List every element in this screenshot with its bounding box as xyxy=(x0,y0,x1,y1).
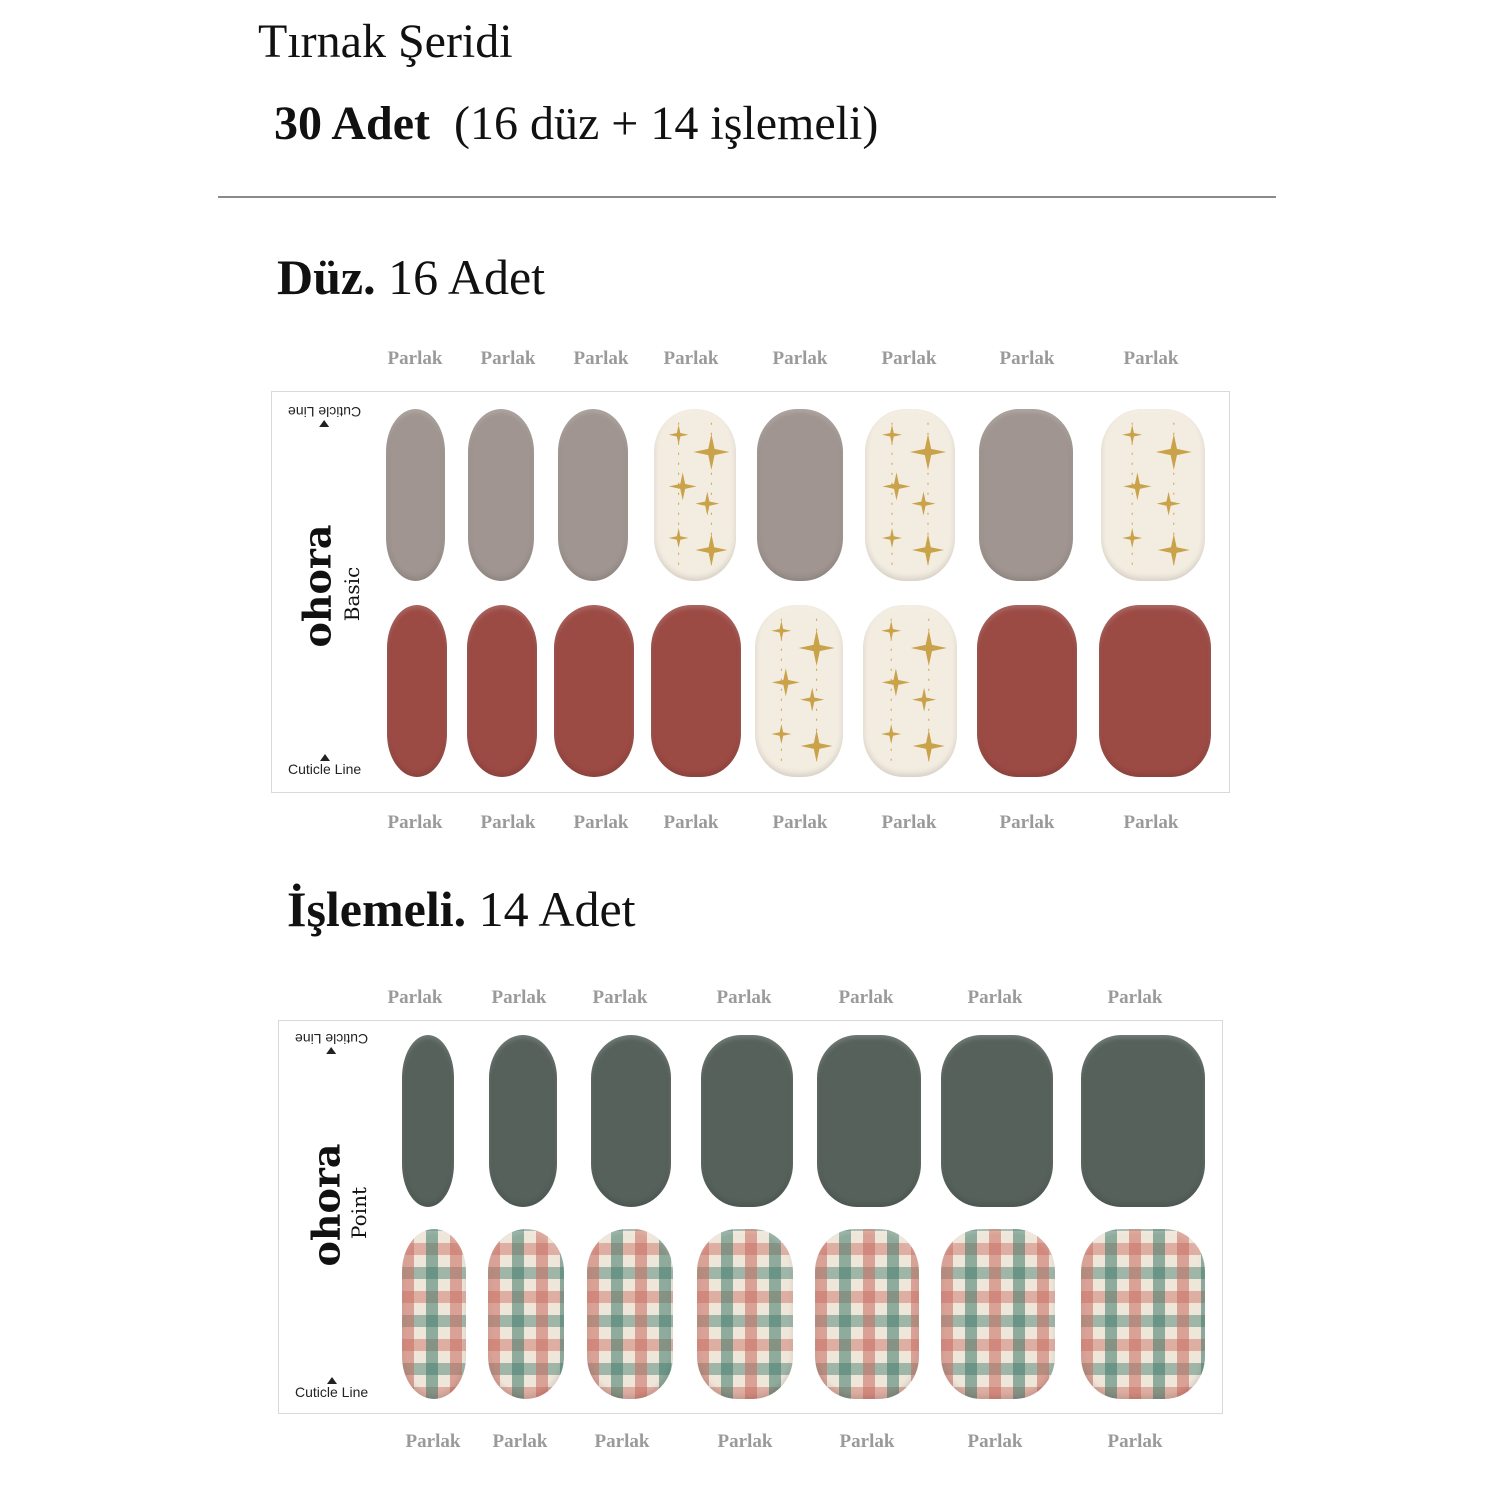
nail-gingham xyxy=(697,1229,793,1399)
finish-label: Parlak xyxy=(881,812,937,833)
finish-label: Parlak xyxy=(838,987,894,1008)
star-icon xyxy=(883,472,911,500)
nail-brick-red xyxy=(387,605,447,777)
finish-label: Parlak xyxy=(716,987,772,1008)
star-icon xyxy=(1122,528,1142,548)
finish-label: Parlak xyxy=(663,812,719,833)
gold-star-pattern xyxy=(863,605,957,777)
total-count-detail: (16 düz + 14 işlemeli) xyxy=(454,97,879,150)
star-icon xyxy=(771,621,791,641)
finish-label: Parlak xyxy=(573,812,629,833)
star-icon xyxy=(695,492,719,516)
nail-sheet-point xyxy=(278,1020,1223,1414)
star-icon xyxy=(912,688,936,712)
finish-label: Parlak xyxy=(1107,1431,1163,1452)
finish-label: Parlak xyxy=(480,348,536,369)
star-icon xyxy=(800,688,824,712)
finish-label: Parlak xyxy=(573,348,629,369)
star-icon xyxy=(882,425,902,445)
arrow-up-icon xyxy=(320,420,330,427)
nail-taupe xyxy=(386,409,445,581)
finish-label: Parlak xyxy=(772,812,828,833)
star-icon xyxy=(772,668,800,696)
nail-sheet-basic xyxy=(271,391,1230,793)
finish-label: Parlak xyxy=(480,812,536,833)
star-icon xyxy=(912,534,944,566)
nail-gold-star-art xyxy=(654,409,736,581)
star-icon xyxy=(669,472,697,500)
divider xyxy=(218,196,1276,198)
nail-brick-red xyxy=(467,605,537,777)
cuticle-line-guide-bottom: Cuticle Line xyxy=(288,754,361,777)
section-heading-plain-bold: Düz. xyxy=(277,249,376,305)
star-icon xyxy=(801,730,833,762)
nail-gingham xyxy=(488,1229,564,1399)
star-icon xyxy=(771,724,791,744)
finish-label: Parlak xyxy=(405,1431,461,1452)
nail-brick-red xyxy=(651,605,741,777)
star-icon xyxy=(1123,472,1151,500)
nail-gingham xyxy=(587,1229,673,1399)
nail-dark-green xyxy=(1081,1035,1205,1207)
star-icon xyxy=(669,425,689,445)
finish-label: Parlak xyxy=(881,348,937,369)
finish-label: Parlak xyxy=(663,348,719,369)
gold-star-pattern xyxy=(865,409,955,581)
total-count-bold: 30 Adet xyxy=(274,97,430,150)
nail-gold-star-art xyxy=(1101,409,1205,581)
finish-label: Parlak xyxy=(839,1431,895,1452)
section-heading-embellished xyxy=(287,880,636,938)
finish-label: Parlak xyxy=(594,1431,650,1452)
star-icon xyxy=(1158,534,1190,566)
nail-gingham xyxy=(1081,1229,1205,1399)
finish-label: Parlak xyxy=(492,1431,548,1452)
nail-gold-star-art xyxy=(863,605,957,777)
star-icon xyxy=(882,528,902,548)
brand-logo: ohora xyxy=(294,524,340,648)
finish-label: Parlak xyxy=(772,348,828,369)
nail-taupe xyxy=(558,409,628,581)
arrow-up-icon xyxy=(327,1047,337,1054)
arrow-up-icon xyxy=(327,1377,337,1384)
nail-gingham xyxy=(815,1229,919,1399)
star-icon xyxy=(912,492,936,516)
nail-brick-red xyxy=(554,605,634,777)
brand-logo: ohora xyxy=(303,1143,349,1267)
finish-label: Parlak xyxy=(717,1431,773,1452)
star-icon xyxy=(882,668,910,696)
star-icon xyxy=(881,621,901,641)
finish-label: Parlak xyxy=(491,987,547,1008)
nail-taupe xyxy=(979,409,1073,581)
finish-label: Parlak xyxy=(967,987,1023,1008)
gold-star-pattern xyxy=(755,605,843,777)
nail-gold-star-art xyxy=(755,605,843,777)
gold-star-pattern xyxy=(654,409,736,581)
cuticle-line-guide-top: Cuticle Line xyxy=(288,404,361,427)
finish-label: Parlak xyxy=(387,987,443,1008)
cuticle-line-guide-bottom: Cuticle Line xyxy=(295,1377,368,1400)
nail-gingham xyxy=(941,1229,1055,1399)
section-heading-plain-count: 16 Adet xyxy=(388,249,546,305)
series-label: Point xyxy=(347,1187,371,1240)
section-heading-embellished-bold: İşlemeli. xyxy=(287,881,467,937)
nail-gingham xyxy=(402,1229,466,1399)
cuticle-line-guide-top: Cuticle Line xyxy=(295,1031,368,1054)
star-icon xyxy=(913,730,945,762)
finish-label: Parlak xyxy=(999,812,1055,833)
finish-label: Parlak xyxy=(1123,812,1179,833)
finish-label: Parlak xyxy=(387,812,443,833)
nail-dark-green xyxy=(591,1035,671,1207)
finish-label: Parlak xyxy=(387,348,443,369)
arrow-up-icon xyxy=(320,754,330,761)
star-icon xyxy=(669,528,689,548)
section-heading-embellished-count: 14 Adet xyxy=(478,881,636,937)
nail-dark-green xyxy=(402,1035,454,1207)
finish-label: Parlak xyxy=(967,1431,1023,1452)
nail-gold-star-art xyxy=(865,409,955,581)
star-icon xyxy=(881,724,901,744)
nail-brick-red xyxy=(1099,605,1211,777)
nail-dark-green xyxy=(701,1035,793,1207)
finish-label: Parlak xyxy=(1123,348,1179,369)
nail-taupe xyxy=(468,409,534,581)
nail-taupe xyxy=(757,409,843,581)
nail-dark-green xyxy=(489,1035,557,1207)
section-heading-plain xyxy=(277,248,545,306)
page-title: Tırnak Şeridi xyxy=(258,15,513,68)
nail-dark-green xyxy=(817,1035,921,1207)
finish-label: Parlak xyxy=(999,348,1055,369)
series-label: Basic xyxy=(340,566,364,622)
star-icon xyxy=(1122,425,1142,445)
nail-brick-red xyxy=(977,605,1077,777)
nail-dark-green xyxy=(941,1035,1053,1207)
finish-label: Parlak xyxy=(592,987,648,1008)
finish-label: Parlak xyxy=(1107,987,1163,1008)
total-count xyxy=(274,96,878,151)
star-icon xyxy=(695,534,727,566)
gold-star-pattern xyxy=(1101,409,1205,581)
star-icon xyxy=(1157,492,1181,516)
